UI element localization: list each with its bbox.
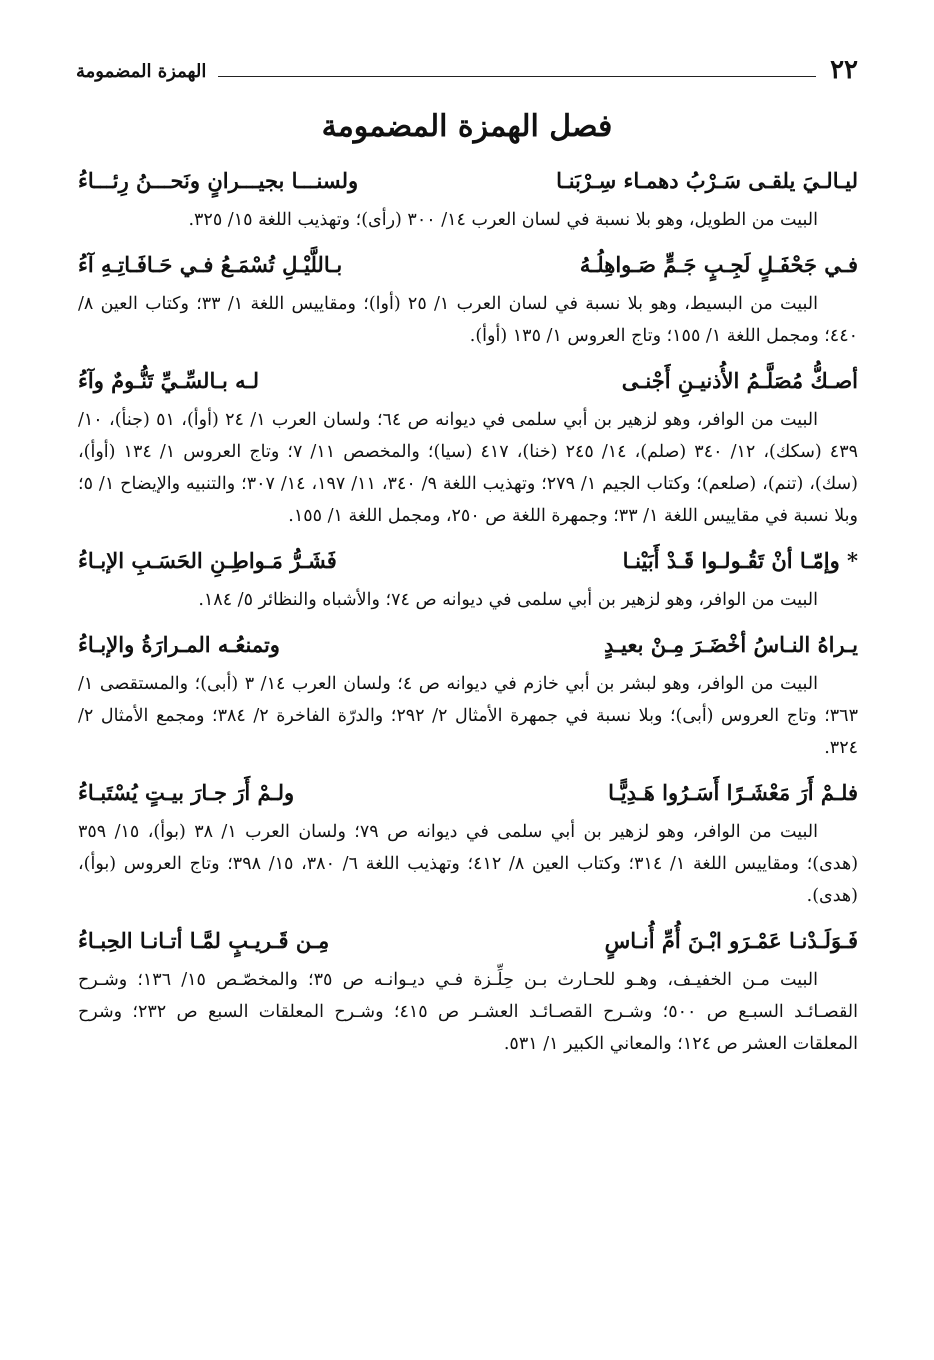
- verse-line: [78, 160, 858, 204]
- second-hemistich: ولسنـــا بجيـــرانٍ ونَحـــنُ رِئـــاءُ: [78, 168, 359, 193]
- verse-commentary: البيت من الوافر، وهو لزهير بن أبي سلمى في ديوانه ص ٧٩؛ ولسان العرب ١/ ٣٨ (بوأ)، ١٥/ ٣٥٩ (هدى)؛ ومقاييس اللغة ١/ ٣١٤؛ وكتاب العين ٨/ ٤١٢؛ وتهذيب اللغة ٦/ ٣٨٠، ١٥/ ٣٩٨؛ وتاج العروس (بوأ)، (هدى).: [78, 822, 859, 906]
- verse-commentary: البيت مـن الخفيـف، وهـو للحـارث بـن حِلِّـزة فـي ديـوانـه ص ٣٥؛ والمخصّـص ١٥/ ١٣٦؛ وشـرح القصـائـد السبـع ص ٥٠٠؛ وشـرح القصـائـد العشـر ص ٤١٥؛ وشـرح المعلقات السبع ص ٢٣٢؛ وشرح المعلقات العشر ص ١٢٤؛ والمعاني الكبير ١/ ٥٣١.: [78, 970, 858, 1054]
- first-hemistich: أصـكُّ مُصَلَّـمُ الأُذنيـنِ أَجْنـى: [621, 368, 858, 393]
- header-rule: [218, 76, 816, 77]
- first-hemistich: فلـمْ أَرَ مَعْشَـرًا أَسَـرُوا هَـدِيًّـا: [608, 780, 858, 805]
- first-hemistich: * وإمّـا أنْ تَقُـولـوا قَـدْ أَبَيْنـا: [622, 548, 858, 573]
- first-hemistich: فـي جَحْفَـلٍ لَجِـبٍ جَـمٍّ صَـواهِلُـهُ: [579, 252, 858, 277]
- section-title: فصل الهمزة المضمومة: [321, 109, 613, 144]
- verse-entry: [78, 772, 858, 912]
- page-number: ٢٢: [830, 55, 858, 85]
- first-hemistich: يـراهُ النـاسُ أخْضَـرَ مِـنْ بعيـدٍ: [603, 632, 858, 657]
- second-hemistich: فَشَـرُّ مَـواطِـنِ الحَسَـبِ الإبـاءُ: [78, 548, 337, 573]
- first-hemistich: فَـوَلَـدْنـا عَمْـرَو ابْـنَ أُمِّ أُنـاسٍ: [604, 928, 858, 953]
- verse-commentary: البيت من الوافر، وهو لزهير بن أبي سلمى في ديوانه ص ٦٤؛ ولسان العرب ١/ ٢٤ (أوأ)، ٥١ (جنأ)، ١٠/ ٤٣٩ (سكك)، ١٢/ ٣٤٠ (صلم)، ١٤/ ٢٤٥ (خنا)، ٤١٧ (سيا)؛ والمخصص ١١/ ٧؛ وتاج العروس ١/ ١٣٤ (أوأ)، (سك)، (تنم)، (صلعم)؛ وكتاب الجيم ١/ ٢٧٩؛ وتهذيب اللغة ٩/ ٣٤٠، ١١/ ١٩٧، ١٤/ ٣٠٧؛ والتنبيه والإيضاح ١/ ٥؛ وبلا نسبة في مقاييس اللغة ١/ ٣٣؛ وجمهرة اللغة ص ٢٥٠، ومجمل اللغة ١/ ١٥٥.: [78, 410, 858, 526]
- second-hemistich: لـه بـالسِّـيِّ تَنُّـومٌ وآءُ: [78, 368, 259, 393]
- verse-entry: [78, 360, 858, 532]
- second-hemistich: ولـمْ أَرَ جـارَ بيـتٍ يُسْتَبـاءُ: [78, 780, 295, 805]
- second-hemistich: مِـن قَـريـبٍ لمَّـا أتـانـا الحِبـاءُ: [78, 928, 330, 953]
- verse-line: [78, 244, 858, 288]
- verse-entry: [78, 540, 858, 616]
- verse-entry: [78, 160, 858, 236]
- verse-commentary: البيت من الوافر، وهو لزهير بن أبي سلمى في ديوانه ص ٧٤؛ والأشباه والنظائر ٥/ ١٨٤.: [198, 590, 818, 610]
- second-hemistich: وتمنعُـه المـرارَةُ والإبـاءُ: [78, 632, 280, 657]
- verse-line: [78, 920, 858, 964]
- verse-entry: [78, 624, 858, 764]
- running-title: الهمزة المضمومة: [76, 61, 207, 82]
- verse-line: [78, 360, 858, 404]
- content: [78, 160, 858, 1068]
- verse-line: [78, 624, 858, 668]
- verse-commentary: البيت من الوافر، وهو لبشر بن أبي خازم في ديوانه ص ٤؛ ولسان العرب ١٤/ ٣ (أبى)؛ والمستقصى ١/ ٣٦٣؛ وتاج العروس (أبى)؛ وبلا نسبة في جمهرة الأمثال ٢/ ٢٩٢؛ والدرّة الفاخرة ٢/ ٣٨٤؛ ومجمع الأمثال ٢/ ٣٢٤.: [78, 674, 858, 758]
- verse-commentary: البيت من الطويل، وهو بلا نسبة في لسان العرب ١٤/ ٣٠٠ (رأى)؛ وتهذيب اللغة ١٥/ ٣٢٥.: [188, 210, 818, 230]
- verse-entry: [78, 244, 858, 352]
- second-hemistich: بـاللَّيْـلِ تُسْمَـعُ فـي حَـافَـاتِـهِ آءُ: [78, 252, 343, 277]
- verse-entry: [78, 920, 858, 1060]
- verse-commentary: البيت من البسيط، وهو بلا نسبة في لسان العرب ١/ ٢٥ (أوا)؛ ومقاييس اللغة ١/ ٣٣؛ وكتاب العين ٨/ ٤٤٠؛ ومجمل اللغة ١/ ١٥٥؛ وتاج العروس ١/ ١٣٥ (أوأ).: [78, 294, 858, 346]
- verse-line: [78, 540, 858, 584]
- running-header: [76, 50, 858, 84]
- verse-line: [78, 772, 858, 816]
- first-hemistich: ليـالـيَ يلقـى سَـرْبُ دهمـاء سِـرْبَنـا: [556, 168, 858, 193]
